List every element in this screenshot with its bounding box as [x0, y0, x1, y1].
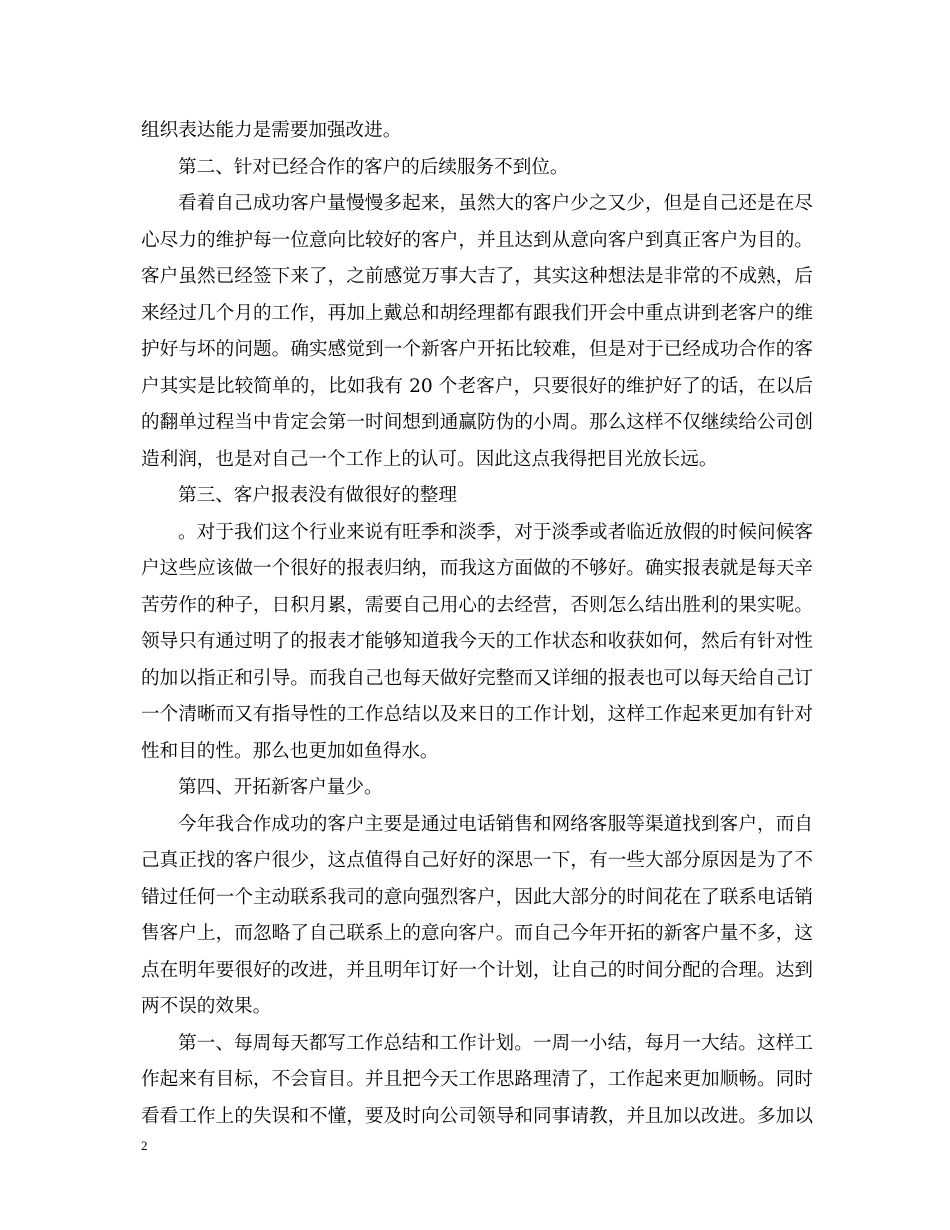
- text-line: 组织表达能力是需要加强改进。: [141, 120, 402, 141]
- text-line: 点在明年要很好的改进，并且明年订好一个计划，让自己的时间分配的合理。达到: [141, 959, 813, 981]
- section-heading: 第二、针对已经合作的客户的后续服务不到位。: [178, 156, 569, 178]
- text-line: 户这些应该做一个很好的报表归纳，而我这方面做的不够好。确实报表就是每天辛: [141, 558, 813, 579]
- document-body: [141, 113, 813, 1135]
- text-line: 错过任何一个主动联系我司的意向强烈客户，因此大部分的时间花在了联系电话销: [141, 886, 813, 908]
- text-line: 售客户上，而忽略了自己联系上的意向客户。而自己今年开拓的新客户量不多，这: [141, 923, 813, 944]
- text-line: 看着自己成功客户量慢慢多起来，虽然大的客户少之又少，但是自己还是在尽: [178, 193, 813, 214]
- text-line: 苦劳作的种子，日积月累，需要自己用心的去经营，否则怎么结出胜利的果实呢。: [141, 594, 813, 616]
- text-line: 两不误的效果。: [141, 996, 272, 1017]
- text-line: 客户虽然已经签下来了，之前感觉万事大吉了，其实这种想法是非常的不成熟，后: [141, 266, 813, 287]
- text-line: 的加以指正和引导。而我自己也每天做好完整而又详细的报表也可以每天给自己订: [141, 667, 813, 689]
- text-line: 今年我合作成功的客户主要是通过电话销售和网络客服等渠道找到客户，而自: [178, 813, 813, 835]
- text-line: 性和目的性。那么也更加如鱼得水。: [141, 740, 439, 762]
- text-line: 领导只有通过明了的报表才能够知道我今天的工作状态和收获如何，然后有针对性: [141, 631, 813, 652]
- section-heading: 第三、客户报表没有做很好的整理: [178, 485, 457, 506]
- page-number: 2: [141, 1138, 148, 1153]
- text-line: 来经过几个月的工作，再加上戴总和胡经理都有跟我们开会中重点讲到老客户的维: [141, 302, 813, 324]
- text-line: 护好与坏的问题。确实感觉到一个新客户开拓比较难，但是对于已经成功合作的客: [141, 339, 813, 360]
- text-line: 一个清晰而又有指导性的工作总结以及来日的工作计划，这样工作起来更加有针对: [141, 704, 813, 725]
- text-line: 的翻单过程当中肯定会第一时间想到通赢防伪的小周。那么这样不仅继续给公司创: [141, 412, 813, 433]
- text-line: 己真正找的客户很少，这点值得自己好好的深思一下，有一些大部分原因是为了不: [141, 850, 813, 871]
- text-line: 。对于我们这个行业来说有旺季和淡季，对于淡季或者临近放假的时候问候客: [178, 521, 813, 543]
- text-line: 看看工作上的失误和不懂，要及时向公司领导和同事请教，并且加以改进。多加以: [141, 1105, 813, 1127]
- text-line: 造利润，也是对自己一个工作上的认可。因此这点我得把目光放长远。: [141, 448, 718, 470]
- text-line: 心尽力的维护每一位意向比较好的客户，并且达到从意向客户到真正客户为目的。: [141, 229, 813, 251]
- text-line: 户其实是比较简单的，比如我有 20 个老客户，只要很好的维护好了的话，在以后: [141, 375, 813, 397]
- text-line: 第一、每周每天都写工作总结和工作计划。一周一小结，每月一大结。这样工: [178, 1032, 813, 1054]
- section-heading: 第四、开拓新客户量少。: [178, 777, 383, 798]
- text-line: 作起来有目标，不会盲目。并且把今天工作思路理清了，工作起来更加顺畅。同时: [141, 1069, 813, 1090]
